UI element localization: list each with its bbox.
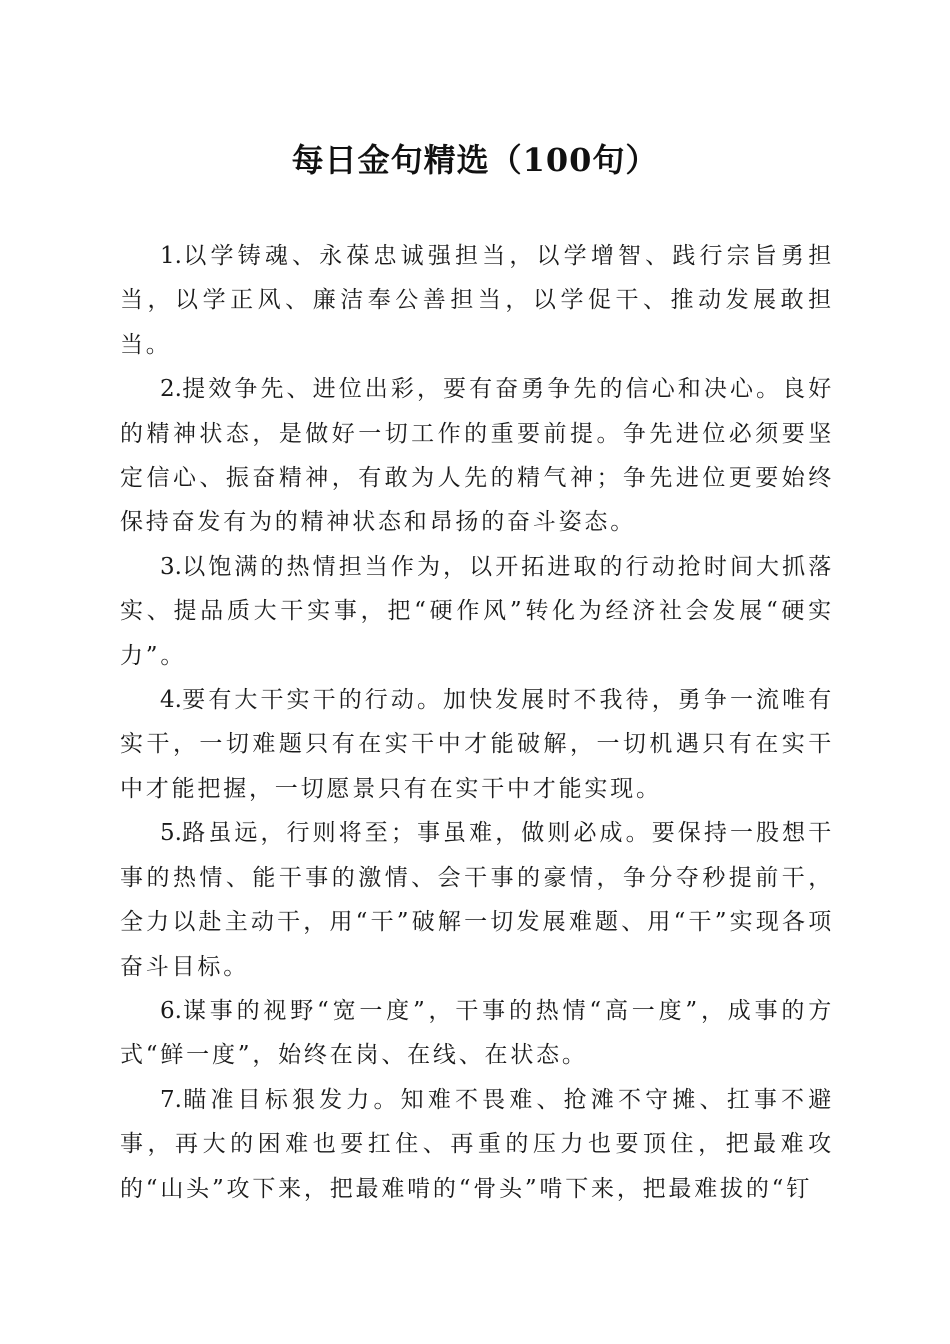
paragraph-text: 提效争先、进位出彩，要有奋勇争先的信心和决心。良好的精神状态，是做好一切工作的重要前提。争先进位必须要坚定信心、振奋精神，有敢为人先的精气神；争先进位更要始终保持奋发有为的精神状态和昂扬的奋斗姿态。 [120, 376, 834, 536]
paragraph-number: 6. [160, 997, 182, 1024]
paragraph-1 [120, 234, 834, 367]
paragraph-text: 瞄准目标狠发力。知难不畏难、抢滩不守摊、扛事不避事，再大的困难也要扛住、再重的压力也要顶住，把最难攻的“山头”攻下来，把最难啃的“骨头”啃下来，把最难拔的“钉 [120, 1086, 834, 1202]
paragraph-text: 以学铸魂、永葆忠诚强担当，以学增智、践行宗旨勇担当，以学正风、廉洁奉公善担当，以学促干、推动发展敢担当。 [120, 243, 834, 358]
paragraph-3 [120, 545, 834, 678]
document-body [120, 234, 834, 1211]
paragraph-number: 5. [160, 820, 182, 847]
paragraph-6 [120, 989, 834, 1078]
paragraph-2 [120, 367, 834, 545]
paragraph-number: 1. [160, 243, 182, 269]
paragraph-number: 4. [160, 687, 182, 714]
paragraph-text: 谋事的视野“宽一度”，干事的热情“高一度”，成事的方式“鲜一度”，始终在岗、在线、在状态。 [120, 997, 834, 1069]
paragraph-7 [120, 1078, 834, 1211]
paragraph-5 [120, 811, 834, 989]
paragraph-text: 要有大干实干的行动。加快发展时不我待，勇争一流唯有实干，一切难题只有在实干中才能破解，一切机遇只有在实干中才能把握，一切愿景只有在实干中才能实现。 [120, 687, 834, 802]
page-title: 每日金句精选（100句） [291, 141, 659, 179]
paragraph-text: 以饱满的热情担当作为，以开拓进取的行动抢时间大抓落实、提品质大干实事，把“硬作风”转化为经济社会发展“硬实力”。 [120, 553, 834, 669]
paragraph-4 [120, 678, 834, 811]
paragraph-number: 7. [160, 1086, 182, 1113]
paragraph-text: 路虽远，行则将至；事虽难，做则必成。要保持一股想干事的热情、能干事的激情、会干事的豪情，争分夺秒提前干，全力以赴主动干，用“干”破解一切发展难题、用“干”实现各项奋斗目标。 [120, 820, 834, 980]
paragraph-number: 2. [160, 376, 182, 403]
paragraph-number: 3. [160, 553, 182, 580]
